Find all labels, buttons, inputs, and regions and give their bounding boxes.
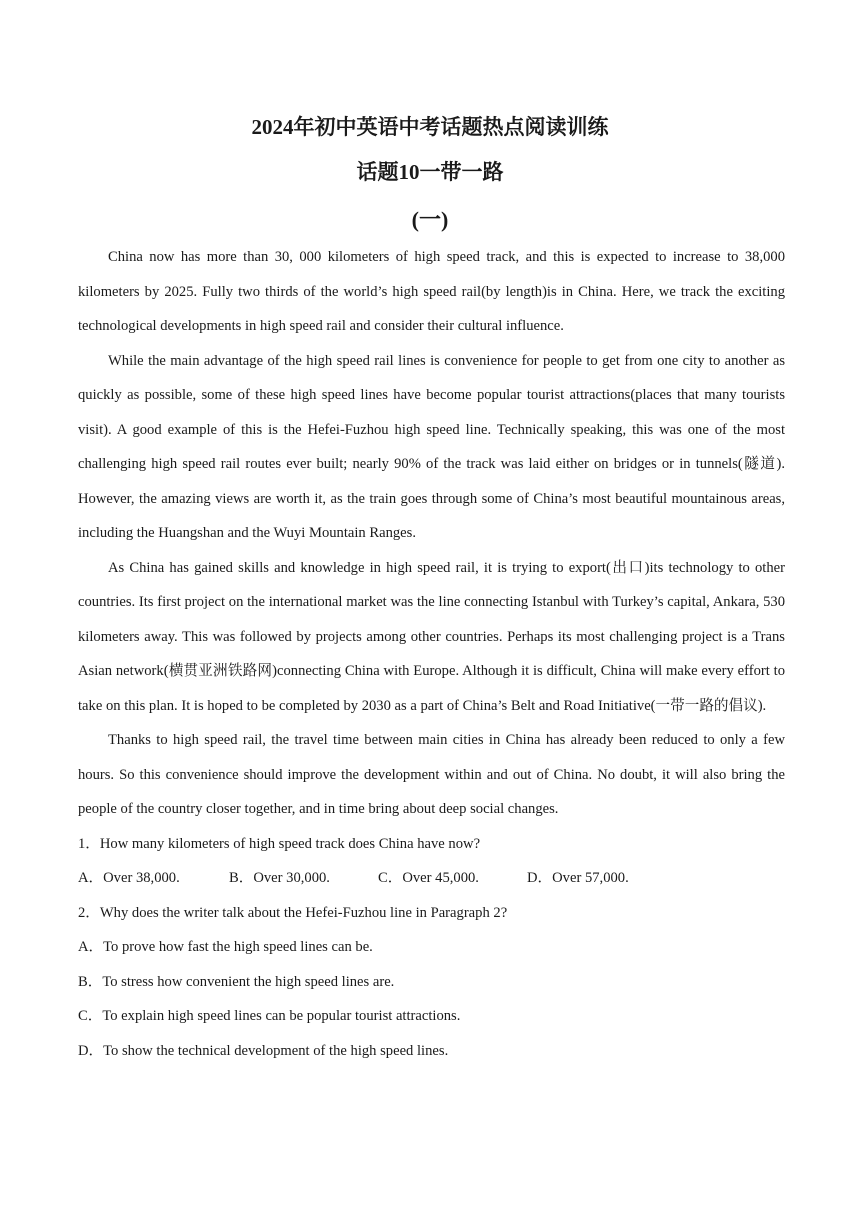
question-1-option-d: D．Over 57,000. [527, 870, 629, 886]
question-2-option-b: B．To stress how convenient the high speed lines are. [78, 973, 395, 990]
passage-paragraph-1: China now has more than 30, 000 kilometers of high speed track, and this is expected to increase to 38,000 kilometers by 2025. Fully two thirds of the world’s high speed rail(by length)is in China. Here, we track the exciting technological developments in high speed rail and consider their cultural influence. [78, 249, 785, 334]
passage-paragraph-3: As China has gained skills and knowledge in high speed rail, it is trying to export(出口)its technology to other countries. Its first project on the international market was the line connecting Istanbul with Turkey’s capital, Ankara, 530 kilometers away. This was followed by projects among other countries. Perhaps its most challenging project is a Trans Asian network(横贯亚洲铁路网)connecting China with Europe. Although it is difficult, China will make every effort to take on this plan. It is hoped to be completed by 2030 as a part of China’s Belt and Road Initiative(一带一路的倡议). [78, 559, 785, 714]
reading-passage [78, 240, 785, 1068]
question-1-option-a: A．Over 38,000. [78, 870, 180, 886]
question-2-stem: 2．Why does the writer talk about the Hefei-Fuzhou line in Paragraph 2? [78, 904, 508, 921]
passage-paragraph-4: Thanks to high speed rail, the travel time between main cities in China has already been reduced to only a few hours. So this convenience should improve the development within and out of China. No doubt, it will also bring the people of the country closer together, and in time bring about deep social changes. [78, 732, 785, 817]
question-2-option-c: C．To explain high speed lines can be popular tourist attractions. [78, 1008, 461, 1024]
section-number: (一) [411, 207, 449, 232]
passage-paragraph-2: While the main advantage of the high speed rail lines is convenience for people to get from one city to another as quickly as possible, some of these high speed lines have become popular tourist attractions(places that many tourists visit). A good example of this is the Hefei-Fuzhou high speed line. Technically speaking, this was one of the most challenging high speed rail routes ever built; nearly 90% of the track was laid either on bridges or in tunnels(隧道). However, the amazing views are worth it, as the train goes through some of China’s most beautiful mountainous areas, including the Huangshan and the Wuyi Mountain Ranges. [78, 352, 785, 541]
question-1-option-b: B．Over 30,000. [229, 870, 330, 886]
page-title: 2024年初中英语中考话题热点阅读训练 [251, 115, 609, 139]
question-1-options [78, 861, 785, 896]
topic-subtitle: 话题10一带一路 [356, 160, 504, 184]
question-2-option-d: D．To show the technical development of the high speed lines. [78, 1042, 449, 1059]
question-1-option-c: C．Over 45,000. [378, 870, 479, 886]
question-1-stem: 1．How many kilometers of high speed track does China have now? [78, 835, 481, 852]
question-2-option-a: A．To prove how fast the high speed lines can be. [78, 939, 373, 955]
